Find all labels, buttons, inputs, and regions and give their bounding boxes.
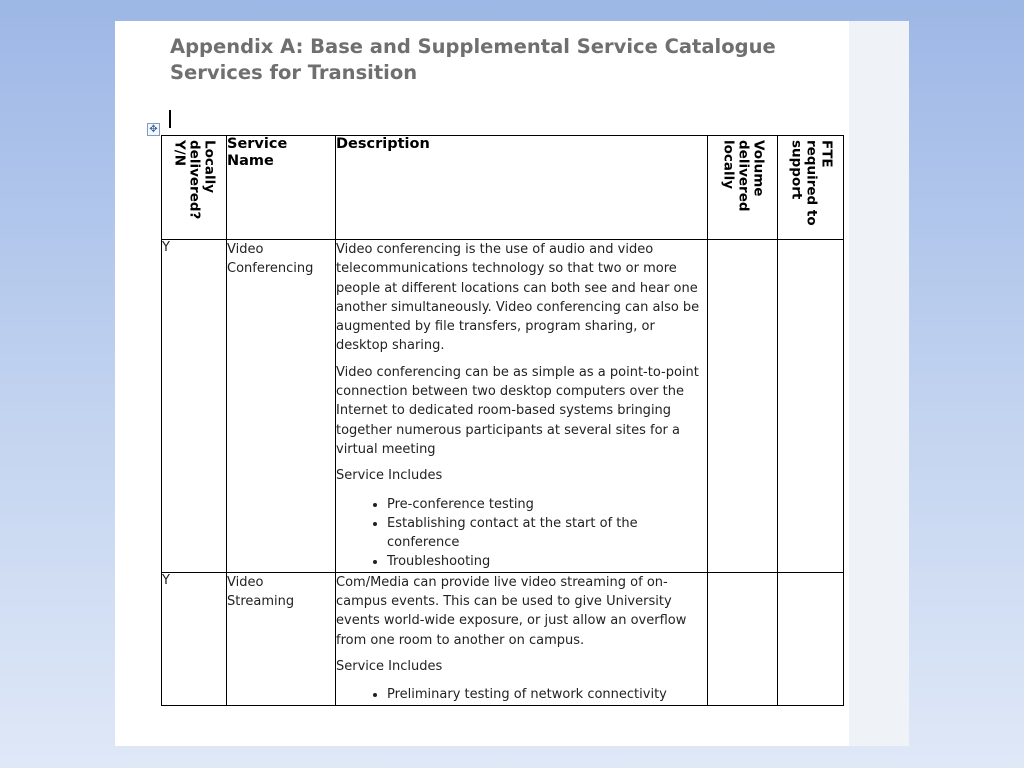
service-includes-list <box>336 685 707 704</box>
header-service-name: Service Name <box>227 136 336 240</box>
description-paragraph: Video conferencing is the use of audio and video telecommunications technology so that two or more people at different locations can both see and hear one another simultaneously. Video conferencing can also be augmented by file transfers, program sharing, or desktop sharing. <box>336 242 700 354</box>
header-description: Description <box>336 136 708 240</box>
title-line: Appendix A: Base and Supplemental Service Catalogue <box>170 35 776 58</box>
header-fte-required: FTE required to support <box>778 136 844 240</box>
document-title <box>170 34 776 86</box>
table-row <box>162 240 844 573</box>
table-move-handle-icon[interactable]: ✥ <box>147 123 160 136</box>
list-item: • Troubleshooting <box>387 552 707 571</box>
cell-fte-required <box>778 240 844 573</box>
cell-locally-delivered: Y <box>162 572 227 705</box>
cell-fte-required <box>778 572 844 705</box>
title-line: Services for Transition <box>170 61 418 84</box>
service-catalogue-table <box>161 135 844 706</box>
cell-locally-delivered: Y <box>162 240 227 573</box>
cell-description <box>336 572 708 705</box>
text-cursor <box>169 110 171 128</box>
header-volume-delivered: Volume delivered locally <box>708 136 778 240</box>
service-includes-label: Service Includes <box>336 658 443 674</box>
cell-volume-delivered <box>708 572 778 705</box>
list-item: • Preliminary testing of network connectivity <box>387 685 707 704</box>
cell-service-name: Video Streaming <box>227 572 336 705</box>
cell-service-name: Video Conferencing <box>227 240 336 573</box>
header-row <box>162 136 844 240</box>
service-includes-list <box>336 495 707 572</box>
cell-description <box>336 240 708 573</box>
service-includes-label: Service Includes <box>336 468 443 484</box>
description-paragraph: Video conferencing can be as simple as a point-to-point connection between two desktop computers over the Internet to dedicated room-based systems bringing together numerous participants at several sites for a virtual meeting <box>336 364 699 457</box>
header-locally-delivered: Locally delivered? Y/N <box>162 136 227 240</box>
table-row <box>162 572 844 705</box>
document-page <box>115 21 849 746</box>
description-paragraph: Com/Media can provide live video streaming of on- campus events. This can be used to give University events world-wide exposure, or just allow an overflow from one room to another on campus. <box>336 574 687 648</box>
document-side-panel <box>849 21 909 746</box>
list-item: • Establishing contact at the start of the conference <box>387 514 707 553</box>
cell-volume-delivered <box>708 240 778 573</box>
list-item: • Pre-conference testing <box>387 495 707 514</box>
